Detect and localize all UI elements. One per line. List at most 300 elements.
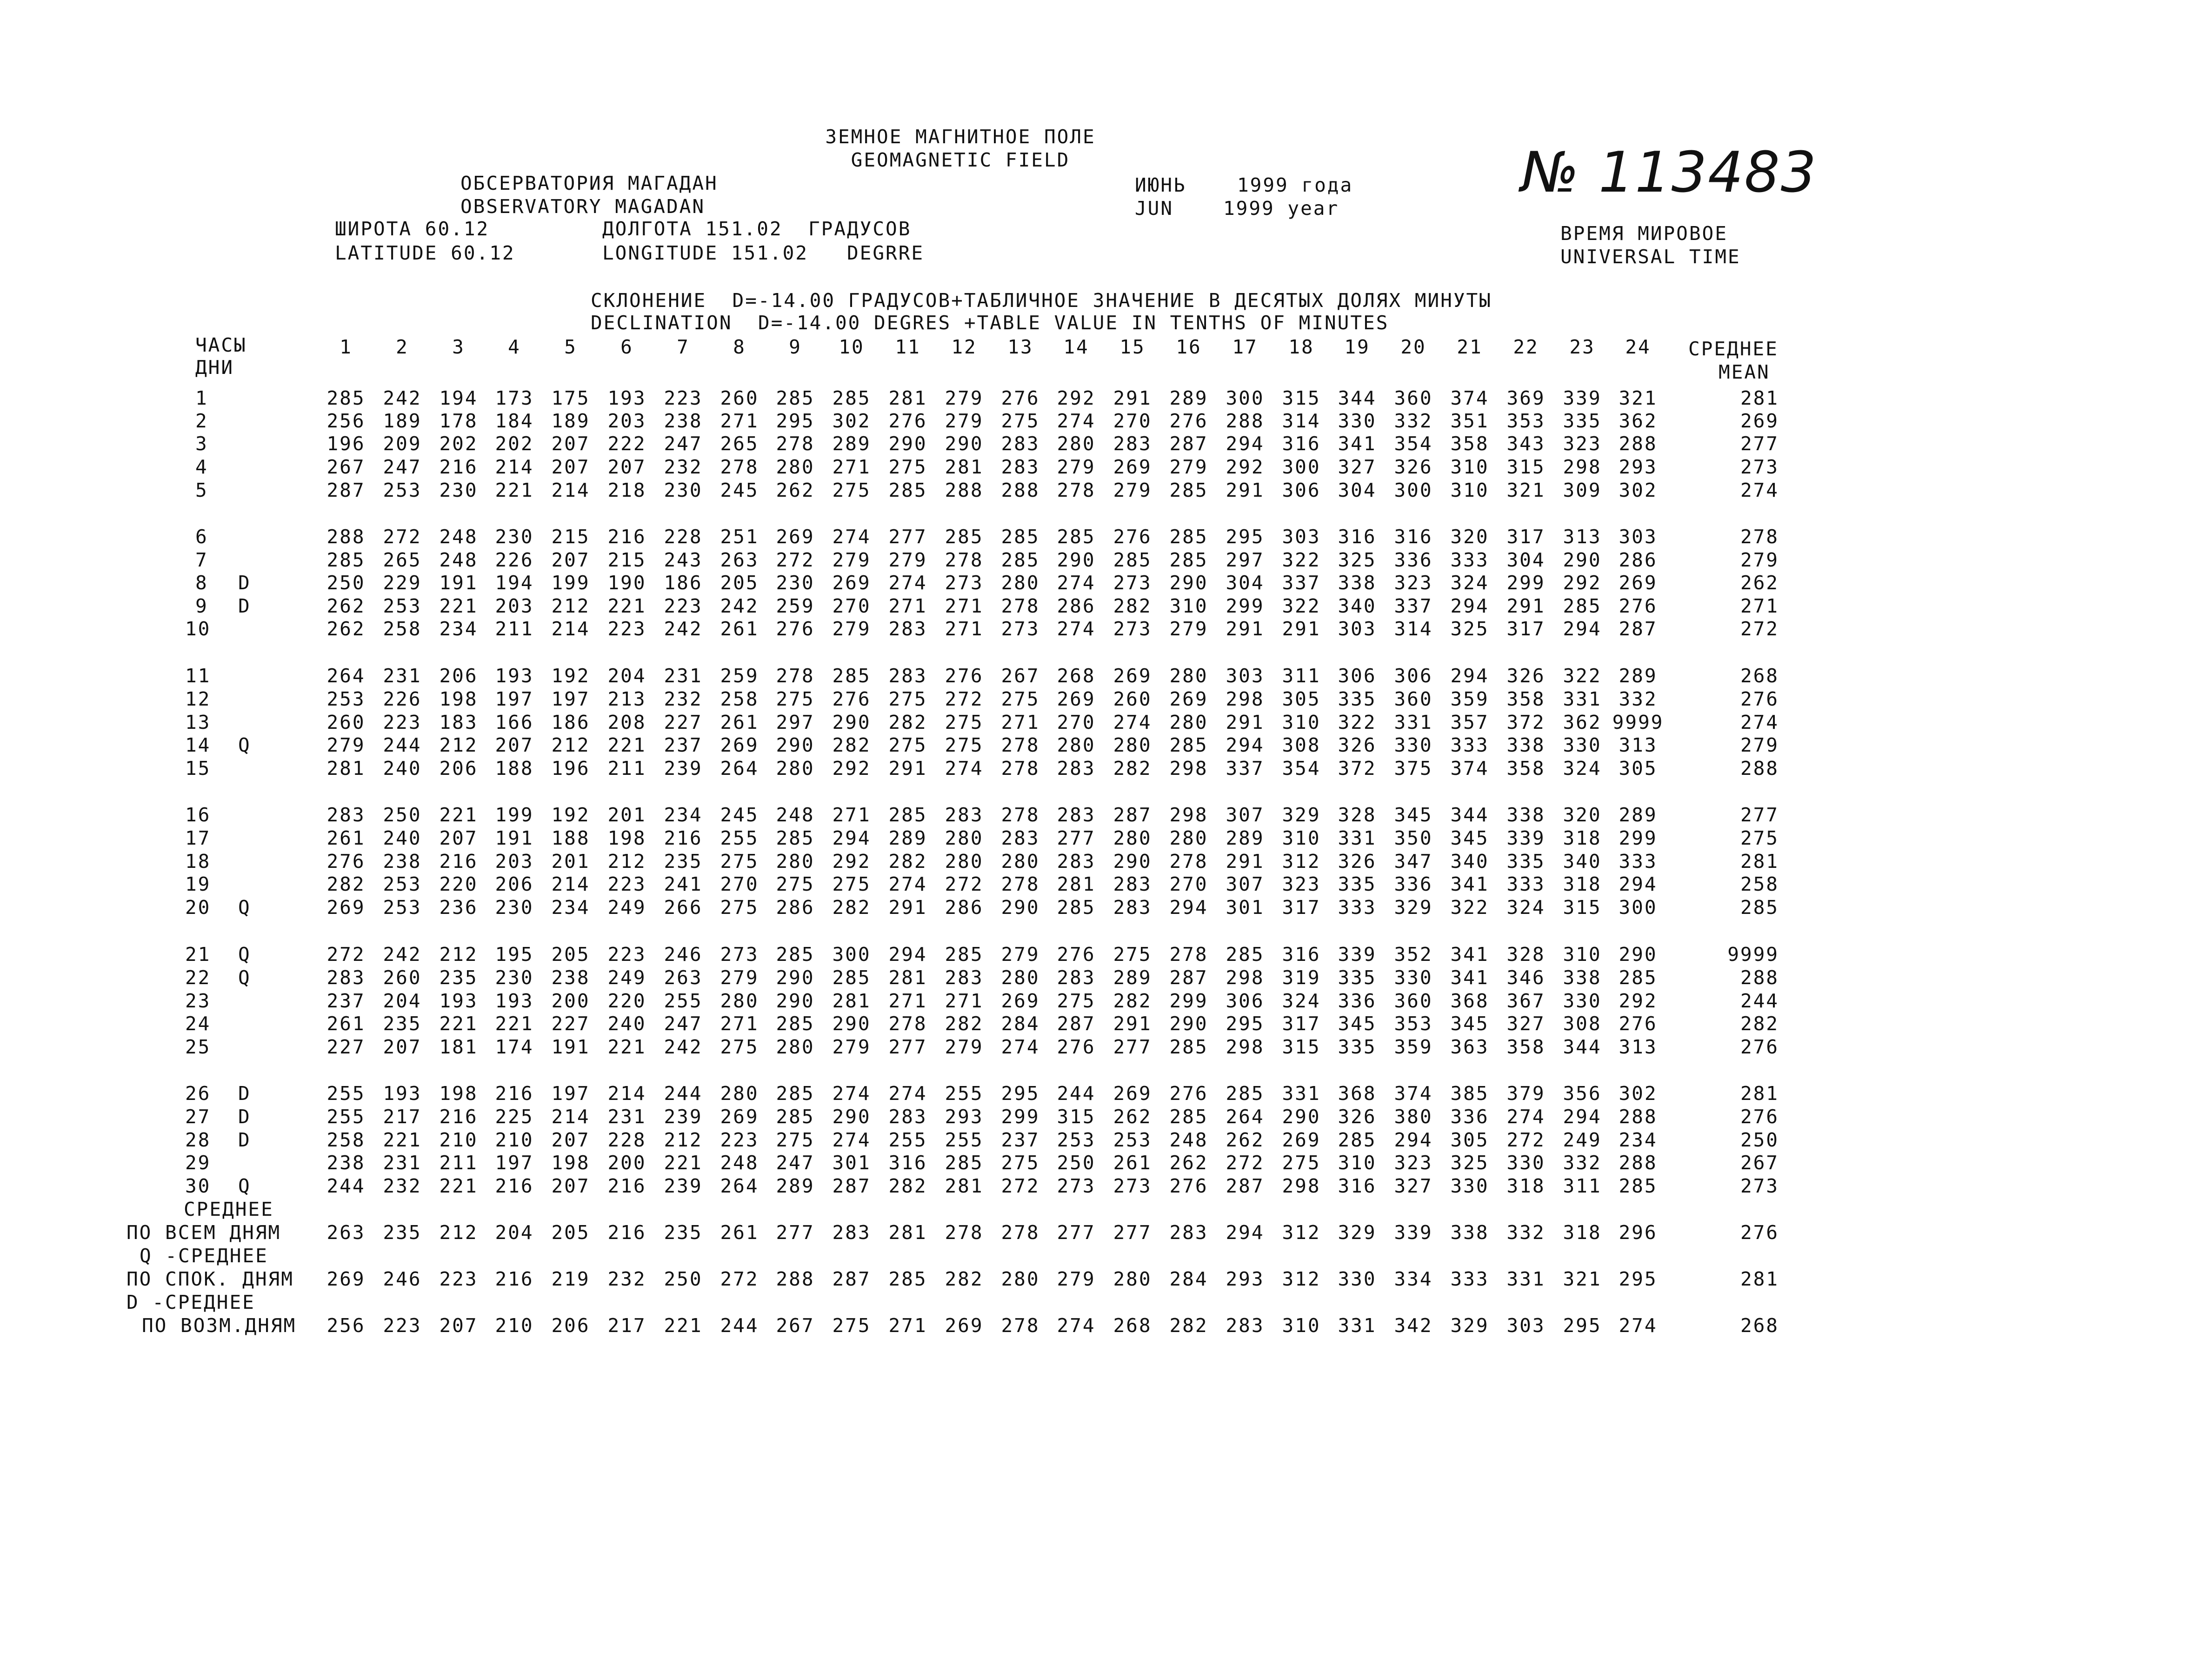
- table-cell: 273: [1113, 1175, 1152, 1197]
- table-cell: 194: [439, 387, 478, 409]
- table-cell: 203: [607, 410, 646, 432]
- summary-cell: 232: [607, 1268, 646, 1290]
- table-cell: 207: [551, 549, 590, 571]
- table-cell: 234: [664, 804, 703, 826]
- table-cell: 210: [495, 1129, 534, 1151]
- table-cell: 322: [1338, 711, 1377, 733]
- table-cell: 321: [1619, 387, 1658, 409]
- table-cell: 313: [1619, 1036, 1658, 1058]
- table-cell: 297: [776, 711, 815, 733]
- table-cell: 290: [1619, 943, 1658, 966]
- table-cell: 293: [1619, 456, 1658, 478]
- table-cell: 290: [1282, 1106, 1321, 1128]
- table-cell: 290: [945, 433, 984, 455]
- table-cell: 302: [1619, 1082, 1658, 1105]
- table-cell: 280: [1001, 572, 1040, 594]
- day-number: 11: [185, 665, 211, 687]
- table-cell: 232: [664, 456, 703, 478]
- table-cell: 283: [1113, 896, 1152, 919]
- day-number: 26: [185, 1082, 211, 1105]
- table-cell: 183: [439, 711, 478, 733]
- table-cell: 286: [1057, 595, 1096, 617]
- table-cell: 336: [1394, 873, 1433, 895]
- hour-header: 1: [340, 336, 353, 358]
- table-cell: 275: [1001, 410, 1040, 432]
- table-cell: 274: [1057, 572, 1096, 594]
- table-cell: 326: [1506, 665, 1546, 687]
- table-cell: 344: [1563, 1036, 1602, 1058]
- row-mean: 250: [1740, 1129, 1779, 1151]
- table-cell: 220: [439, 873, 478, 895]
- table-cell: 294: [1563, 618, 1602, 640]
- table-cell: 291: [888, 896, 927, 919]
- table-cell: 276: [945, 665, 984, 687]
- summary-row: [0, 1268, 2212, 1290]
- table-cell: 238: [326, 1152, 366, 1174]
- row-mean: 267: [1740, 1152, 1779, 1174]
- table-cell: 269: [1113, 456, 1152, 478]
- table-cell: 283: [1113, 873, 1152, 895]
- table-cell: 269: [832, 572, 871, 594]
- table-cell: 298: [1563, 456, 1602, 478]
- table-cell: 360: [1394, 688, 1433, 710]
- handwritten-number: № 113483: [1521, 140, 1818, 205]
- table-cell: 208: [607, 711, 646, 733]
- row-mean: 288: [1740, 757, 1779, 780]
- table-cell: 316: [1282, 943, 1321, 966]
- table-cell: 186: [664, 572, 703, 594]
- table-row: [0, 387, 2212, 409]
- table-cell: 258: [326, 1129, 366, 1151]
- table-cell: 268: [1057, 665, 1096, 687]
- hour-header: 10: [839, 336, 865, 358]
- table-cell: 276: [1619, 1013, 1658, 1035]
- table-cell: 313: [1619, 734, 1658, 756]
- table-cell: 292: [1057, 387, 1096, 409]
- table-cell: 201: [607, 804, 646, 826]
- table-cell: 285: [1001, 526, 1040, 548]
- title-ru: ЗЕМНОЕ МАГНИТНОЕ ПОЛЕ: [825, 126, 1096, 148]
- table-cell: 247: [664, 1013, 703, 1035]
- table-cell: 227: [326, 1036, 366, 1058]
- table-cell: 322: [1563, 665, 1602, 687]
- day-number: 29: [185, 1152, 211, 1174]
- table-cell: 299: [1506, 572, 1546, 594]
- table-cell: 310: [1450, 456, 1489, 478]
- table-cell: 279: [720, 966, 759, 989]
- row-mean: 269: [1740, 410, 1779, 432]
- table-cell: 230: [439, 479, 478, 501]
- table-cell: 204: [607, 665, 646, 687]
- table-cell: 207: [439, 827, 478, 849]
- table-cell: 269: [1113, 665, 1152, 687]
- table-cell: 269: [1057, 688, 1096, 710]
- table-cell: 239: [664, 1175, 703, 1197]
- table-cell: 253: [1057, 1129, 1096, 1151]
- table-cell: 322: [1450, 896, 1489, 919]
- table-cell: 191: [551, 1036, 590, 1058]
- table-cell: 297: [1226, 549, 1265, 571]
- table-cell: 287: [1169, 433, 1208, 455]
- table-cell: 303: [1619, 526, 1658, 548]
- table-cell: 198: [439, 1082, 478, 1105]
- table-cell: 278: [1001, 873, 1040, 895]
- table-cell: 290: [776, 990, 815, 1012]
- table-cell: 202: [495, 433, 534, 455]
- table-row: [0, 734, 2212, 756]
- summary-mean: 276: [1740, 1221, 1779, 1244]
- table-cell: 299: [1169, 990, 1208, 1012]
- table-cell: 336: [1338, 990, 1377, 1012]
- table-cell: 344: [1338, 387, 1377, 409]
- table-cell: 215: [551, 526, 590, 548]
- row-mean: 273: [1740, 456, 1779, 478]
- table-cell: 244: [383, 734, 422, 756]
- table-row: [0, 1082, 2212, 1105]
- table-cell: 298: [1226, 1036, 1265, 1058]
- table-cell: 270: [1057, 711, 1096, 733]
- table-cell: 333: [1450, 549, 1489, 571]
- day-number: 22: [185, 966, 211, 989]
- table-cell: 253: [383, 479, 422, 501]
- day-flag: D: [238, 595, 251, 617]
- table-cell: 285: [776, 387, 815, 409]
- summary-cell: 275: [832, 1314, 871, 1337]
- table-cell: 264: [1226, 1106, 1265, 1128]
- table-cell: 230: [664, 479, 703, 501]
- table-cell: 207: [607, 456, 646, 478]
- table-cell: 279: [1001, 943, 1040, 966]
- table-cell: 231: [607, 1106, 646, 1128]
- table-cell: 279: [832, 618, 871, 640]
- table-cell: 230: [495, 966, 534, 989]
- table-cell: 280: [776, 1036, 815, 1058]
- table-cell: 314: [1394, 618, 1433, 640]
- table-cell: 291: [888, 757, 927, 780]
- table-cell: 267: [326, 456, 366, 478]
- table-cell: 287: [1169, 966, 1208, 989]
- table-cell: 281: [326, 757, 366, 780]
- table-cell: 330: [1506, 1152, 1546, 1174]
- table-cell: 223: [607, 943, 646, 966]
- table-cell: 326: [1338, 1106, 1377, 1128]
- table-cell: 227: [664, 711, 703, 733]
- table-cell: 285: [1169, 1036, 1208, 1058]
- table-cell: 262: [326, 618, 366, 640]
- table-cell: 281: [888, 387, 927, 409]
- table-cell: 225: [495, 1106, 534, 1128]
- row-mean: 276: [1740, 1106, 1779, 1128]
- table-cell: 302: [832, 410, 871, 432]
- summary-cell: 210: [495, 1314, 534, 1337]
- row-mean: 281: [1740, 1082, 1779, 1105]
- table-cell: 237: [664, 734, 703, 756]
- table-cell: 359: [1450, 688, 1489, 710]
- day-number: 2: [195, 410, 208, 432]
- table-cell: 290: [776, 966, 815, 989]
- table-cell: 313: [1563, 526, 1602, 548]
- table-cell: 218: [607, 479, 646, 501]
- table-row: [0, 757, 2212, 780]
- table-cell: 181: [439, 1036, 478, 1058]
- table-cell: 335: [1338, 1036, 1377, 1058]
- table-cell: 292: [832, 757, 871, 780]
- table-cell: 275: [1282, 1152, 1321, 1174]
- day-flag: D: [238, 572, 251, 594]
- day-number: 30: [185, 1175, 211, 1197]
- table-cell: 353: [1506, 410, 1546, 432]
- table-cell: 288: [1619, 1106, 1658, 1128]
- table-cell: 199: [495, 804, 534, 826]
- row-mean: 272: [1740, 618, 1779, 640]
- table-cell: 282: [888, 711, 927, 733]
- table-cell: 315: [1057, 1106, 1096, 1128]
- table-cell: 275: [720, 850, 759, 873]
- table-cell: 280: [1057, 433, 1096, 455]
- table-cell: 271: [945, 595, 984, 617]
- table-cell: 298: [1169, 804, 1208, 826]
- table-cell: 276: [1169, 1082, 1208, 1105]
- table-cell: 273: [720, 943, 759, 966]
- row-mean: 268: [1740, 665, 1779, 687]
- table-cell: 336: [1450, 1106, 1489, 1128]
- table-cell: 336: [1394, 549, 1433, 571]
- summary-cell: 268: [1113, 1314, 1152, 1337]
- table-cell: 261: [326, 1013, 366, 1035]
- table-cell: 274: [1113, 711, 1152, 733]
- table-cell: 275: [888, 688, 927, 710]
- table-cell: 298: [1282, 1175, 1321, 1197]
- latitude-en: LATITUDE 60.12: [335, 242, 515, 264]
- table-cell: 184: [495, 410, 534, 432]
- table-cell: 279: [1169, 456, 1208, 478]
- table-cell: 315: [1282, 1036, 1321, 1058]
- table-cell: 281: [945, 1175, 984, 1197]
- day-number: 13: [185, 711, 211, 733]
- table-cell: 335: [1563, 410, 1602, 432]
- day-flag: D: [238, 1106, 251, 1128]
- table-cell: 277: [888, 1036, 927, 1058]
- table-cell: 294: [1226, 734, 1265, 756]
- table-row: [0, 1036, 2212, 1058]
- table-cell: 338: [1506, 734, 1546, 756]
- table-cell: 278: [945, 549, 984, 571]
- table-cell: 294: [888, 943, 927, 966]
- table-cell: 280: [776, 456, 815, 478]
- time-ru: ВРЕМЯ МИРОВОЕ: [1560, 222, 1728, 245]
- hours-label: ЧАСЫ: [195, 334, 247, 356]
- table-cell: 322: [1282, 595, 1321, 617]
- table-cell: 286: [1619, 549, 1658, 571]
- table-cell: 310: [1338, 1152, 1377, 1174]
- table-cell: 272: [1226, 1152, 1265, 1174]
- summary-cell: 312: [1282, 1221, 1321, 1244]
- table-cell: 278: [1001, 757, 1040, 780]
- table-cell: 356: [1563, 1082, 1602, 1105]
- table-cell: 275: [832, 479, 871, 501]
- table-cell: 278: [1001, 734, 1040, 756]
- hour-header: 15: [1119, 336, 1146, 358]
- table-cell: 293: [945, 1106, 984, 1128]
- table-cell: 352: [1394, 943, 1433, 966]
- table-cell: 341: [1450, 966, 1489, 989]
- table-cell: 291: [1113, 387, 1152, 409]
- hour-header: 12: [951, 336, 977, 358]
- table-cell: 303: [1338, 618, 1377, 640]
- table-row: [0, 896, 2212, 919]
- table-cell: 9999: [1612, 711, 1664, 733]
- table-cell: 278: [776, 665, 815, 687]
- table-cell: 277: [1057, 827, 1096, 849]
- table-cell: 275: [776, 1129, 815, 1151]
- table-cell: 203: [495, 595, 534, 617]
- table-row: [0, 595, 2212, 617]
- table-cell: 192: [551, 804, 590, 826]
- summary-cell: 278: [1001, 1221, 1040, 1244]
- table-cell: 216: [495, 1175, 534, 1197]
- hour-header: 13: [1007, 336, 1033, 358]
- table-cell: 255: [326, 1106, 366, 1128]
- table-cell: 273: [1001, 618, 1040, 640]
- summary-cell: 303: [1506, 1314, 1546, 1337]
- table-cell: 216: [607, 1175, 646, 1197]
- hour-header: 6: [620, 336, 633, 358]
- table-cell: 221: [383, 1129, 422, 1151]
- table-cell: 190: [607, 572, 646, 594]
- table-cell: 212: [551, 595, 590, 617]
- table-cell: 372: [1506, 711, 1546, 733]
- summary-cell: 329: [1338, 1221, 1377, 1244]
- table-cell: 337: [1226, 757, 1265, 780]
- summary-cell: 278: [945, 1221, 984, 1244]
- table-cell: 197: [551, 1082, 590, 1105]
- table-cell: 248: [776, 804, 815, 826]
- table-cell: 235: [439, 966, 478, 989]
- observatory-en: OBSERVATORY MAGADAN: [460, 195, 705, 218]
- table-cell: 345: [1394, 804, 1433, 826]
- table-cell: 258: [720, 688, 759, 710]
- table-cell: 285: [832, 966, 871, 989]
- table-cell: 200: [551, 990, 590, 1012]
- table-cell: 285: [1001, 549, 1040, 571]
- table-row: [0, 990, 2212, 1012]
- hour-header: 11: [895, 336, 921, 358]
- day-number: 1: [195, 387, 208, 409]
- table-cell: 374: [1394, 1082, 1433, 1105]
- table-cell: 331: [1563, 688, 1602, 710]
- table-cell: 360: [1394, 387, 1433, 409]
- day-number: 18: [185, 850, 211, 873]
- table-cell: 307: [1226, 873, 1265, 895]
- summary-cell: 293: [1226, 1268, 1265, 1290]
- table-cell: 346: [1506, 966, 1546, 989]
- table-cell: 269: [776, 526, 815, 548]
- table-cell: 285: [1338, 1129, 1377, 1151]
- table-row: [0, 433, 2212, 455]
- table-cell: 175: [551, 387, 590, 409]
- table-cell: 314: [1282, 410, 1321, 432]
- table-cell: 374: [1450, 387, 1489, 409]
- table-cell: 278: [1169, 850, 1208, 873]
- table-cell: 290: [832, 711, 871, 733]
- table-cell: 353: [1394, 1013, 1433, 1035]
- table-cell: 250: [1057, 1152, 1096, 1174]
- table-cell: 207: [551, 456, 590, 478]
- table-cell: 303: [1282, 526, 1321, 548]
- day-number: 17: [185, 827, 211, 849]
- table-cell: 261: [1113, 1152, 1152, 1174]
- table-cell: 282: [832, 896, 871, 919]
- observatory-ru: ОБСЕРВАТОРИЯ МАГАДАН: [460, 172, 718, 194]
- table-cell: 193: [495, 990, 534, 1012]
- hour-header: 20: [1400, 336, 1426, 358]
- table-cell: 338: [1563, 966, 1602, 989]
- table-cell: 231: [664, 665, 703, 687]
- table-cell: 294: [1226, 433, 1265, 455]
- summary-cell: 282: [1169, 1314, 1208, 1337]
- table-cell: 285: [1169, 1106, 1208, 1128]
- day-number: 3: [195, 433, 208, 455]
- table-cell: 285: [888, 479, 927, 501]
- table-cell: 276: [832, 688, 871, 710]
- day-number: 8: [195, 572, 208, 594]
- table-row: [0, 804, 2212, 826]
- year-ru: 1999 года: [1237, 174, 1353, 196]
- table-cell: 279: [832, 549, 871, 571]
- table-cell: 258: [383, 618, 422, 640]
- table-cell: 287: [1226, 1175, 1265, 1197]
- table-cell: 300: [1282, 456, 1321, 478]
- table-cell: 274: [888, 572, 927, 594]
- summary-cell: 283: [1226, 1314, 1265, 1337]
- table-cell: 207: [551, 433, 590, 455]
- row-mean: 262: [1740, 572, 1779, 594]
- table-cell: 369: [1506, 387, 1546, 409]
- day-number: 9: [195, 595, 208, 617]
- table-cell: 274: [1001, 1036, 1040, 1058]
- table-cell: 287: [832, 1175, 871, 1197]
- table-cell: 301: [1226, 896, 1265, 919]
- table-cell: 274: [1057, 618, 1096, 640]
- table-cell: 276: [1169, 1175, 1208, 1197]
- table-cell: 339: [1338, 943, 1377, 966]
- table-cell: 333: [1338, 896, 1377, 919]
- table-cell: 302: [1619, 479, 1658, 501]
- summary-cell: 269: [945, 1314, 984, 1337]
- table-cell: 300: [1619, 896, 1658, 919]
- table-cell: 206: [439, 757, 478, 780]
- day-flag: D: [238, 1082, 251, 1105]
- table-cell: 285: [945, 526, 984, 548]
- table-cell: 380: [1394, 1106, 1433, 1128]
- table-cell: 320: [1450, 526, 1489, 548]
- table-cell: 261: [326, 827, 366, 849]
- table-cell: 264: [326, 665, 366, 687]
- table-cell: 283: [1001, 433, 1040, 455]
- table-cell: 310: [1450, 479, 1489, 501]
- row-mean: 285: [1740, 896, 1779, 919]
- table-cell: 354: [1282, 757, 1321, 780]
- table-cell: 216: [607, 526, 646, 548]
- table-cell: 275: [945, 734, 984, 756]
- table-cell: 223: [607, 873, 646, 895]
- day-flag: Q: [238, 896, 251, 919]
- table-cell: 317: [1506, 526, 1546, 548]
- table-cell: 285: [832, 665, 871, 687]
- table-cell: 193: [607, 387, 646, 409]
- table-cell: 250: [326, 572, 366, 594]
- table-cell: 223: [383, 711, 422, 733]
